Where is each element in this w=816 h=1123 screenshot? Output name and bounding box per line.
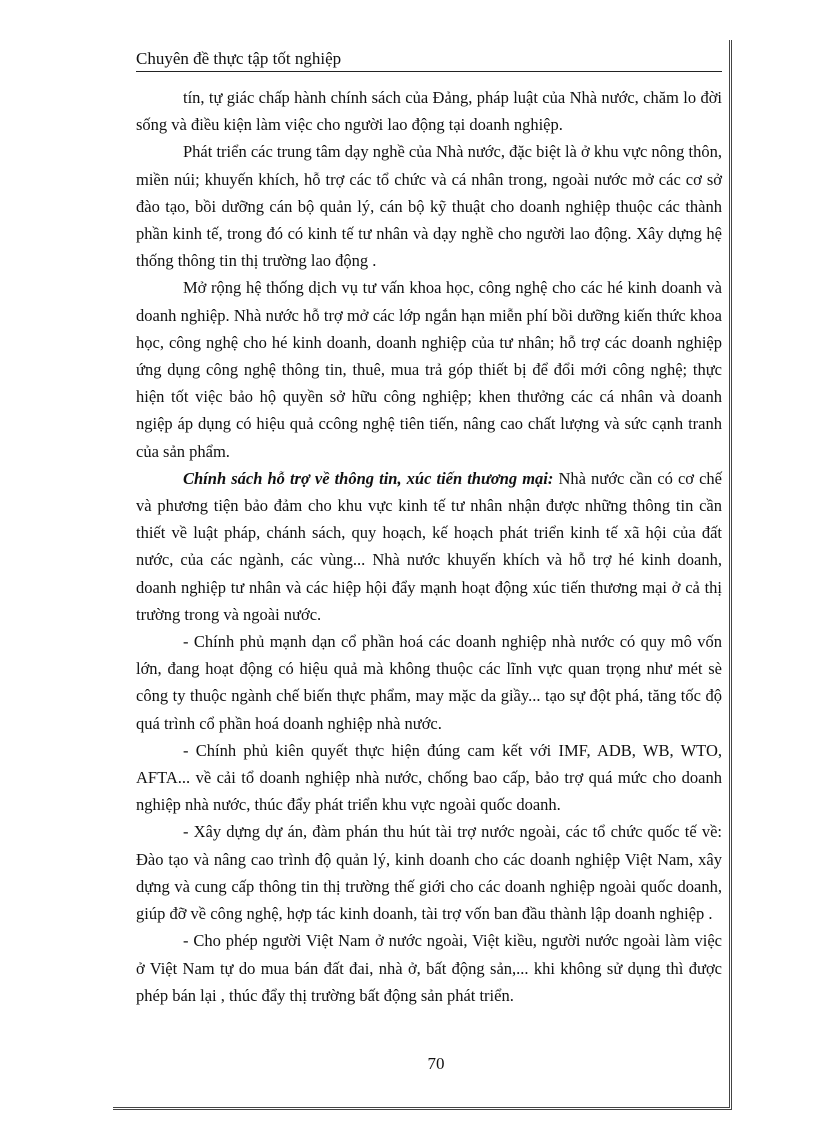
page-number: 70 — [427, 1054, 445, 1073]
policy-paragraph — [136, 465, 722, 628]
page-header: Chuyên đề thực tập tốt nghiệp — [136, 49, 722, 72]
bullet-item: - Chính phủ mạnh dạn cổ phần hoá các doanh nghiệp nhà nước có quy mô vốn lớn, đang hoạt động có hiệu quả mà không thuộc các lĩnh vực quan trọng như mét sè công ty thuộc ngành chế biến thực phẩm, may mặc da giầy... tạo sự đột phá, tăng tốc độ quá trình cổ phần hoá doanh nghiệp nhà nước. — [136, 632, 722, 733]
policy-heading: Chính sách hỗ trợ về thông tin, xúc tiến thương mại: — [183, 468, 554, 488]
paragraph: Mở rộng hệ thống dịch vụ tư vấn khoa học, công nghệ cho các hé kinh doanh và doanh nghiệp. Nhà nước hỗ trợ mở các lớp ngắn hạn miễn phí bồi dưỡng kiến thức khoa học, công nghệ cho hé kinh doanh, doanh nghiệp của tư nhân; hỗ trợ các doanh nghiệp ứng dụng công nghệ thông tin, thuê, mua trả góp thiết bị để đổi mới công nghệ; thực hiện tốt việc bảo hộ quyền sở hữu công nghiệp; khen thưởng các cá nhân và doanh ngiệp áp dụng có hiệu quả ccông nghệ tiên tiến, nâng cao chất lượng và sức cạnh tranh của sản phẩm. — [136, 278, 722, 461]
policy-text: Nhà nước cần có cơ chế và phương tiện bảo đảm cho khu vực kinh tế tư nhân nhận được những thông tin cần thiết về luật pháp, chánh sách, quy hoạch, kế hoạch phát triển kinh tế xã hội của đất nước, của các ngành, các vùng... Nhà nước khuyến khích và hỗ trợ hé kinh doanh, doanh nghiệp tư nhân và các hiệp hội đẩy mạnh hoạt động xúc tiến thương mại ở cả thị trường trong và ngoài nước. — [136, 468, 723, 624]
bullet-item: - Cho phép người Việt Nam ở nước ngoài, Việt kiều, người nước ngoài làm việc ở Việt Nam tự do mua bán đất đai, nhà ở, bất động sản,... khi không sử dụng thì được phép bán lại , thúc đẩy thị trường bất động sản phát triển. — [136, 931, 722, 1005]
paragraph: Phát triển các trung tâm dạy nghề của Nhà nước, đặc biệt là ở khu vực nông thôn, miền núi; khuyến khích, hỗ trợ các tổ chức và cá nhân trong, ngoài nước mở các cơ sở đào tạo, bồi dưỡng cán bộ quản lý, cán bộ kỹ thuật cho doanh nghiệp thuộc các thành phần kinh tế, trong đó có kinh tế tư nhân và dạy nghề cho người lao động. Xây dựng hệ thống thông tin thị trường lao động . — [136, 142, 722, 271]
paragraph: tín, tự giác chấp hành chính sách của Đảng, pháp luật của Nhà nước, chăm lo đời sống và điều kiện làm việc cho người lao động tại doanh nghiệp. — [136, 88, 722, 135]
document-body — [136, 84, 722, 1009]
bullet-item: - Xây dựng dự án, đàm phán thu hút tài trợ nước ngoài, các tổ chức quốc tế về: Đào tạo và nâng cao trình độ quản lý, kinh doanh cho các doanh nghiệp Việt Nam, xây dựng và cung cấp thông tin thị trường thế giới cho các doanh nghiệp ngoài quốc doanh, giúp đỡ về công nghệ, hợp tác kinh doanh, tài trợ vốn ban đầu thành lập doanh nghiệp . — [136, 822, 722, 924]
bullet-item: - Chính phủ kiên quyết thực hiện đúng cam kết với IMF, ADB, WB, WTO, AFTA... về cải tổ doanh nghiệp nhà nước, chống bao cấp, bảo trợ quá mức cho doanh nghiệp nhà nước, thúc đẩy phát triển khu vực ngoài quốc doanh. — [136, 740, 722, 815]
